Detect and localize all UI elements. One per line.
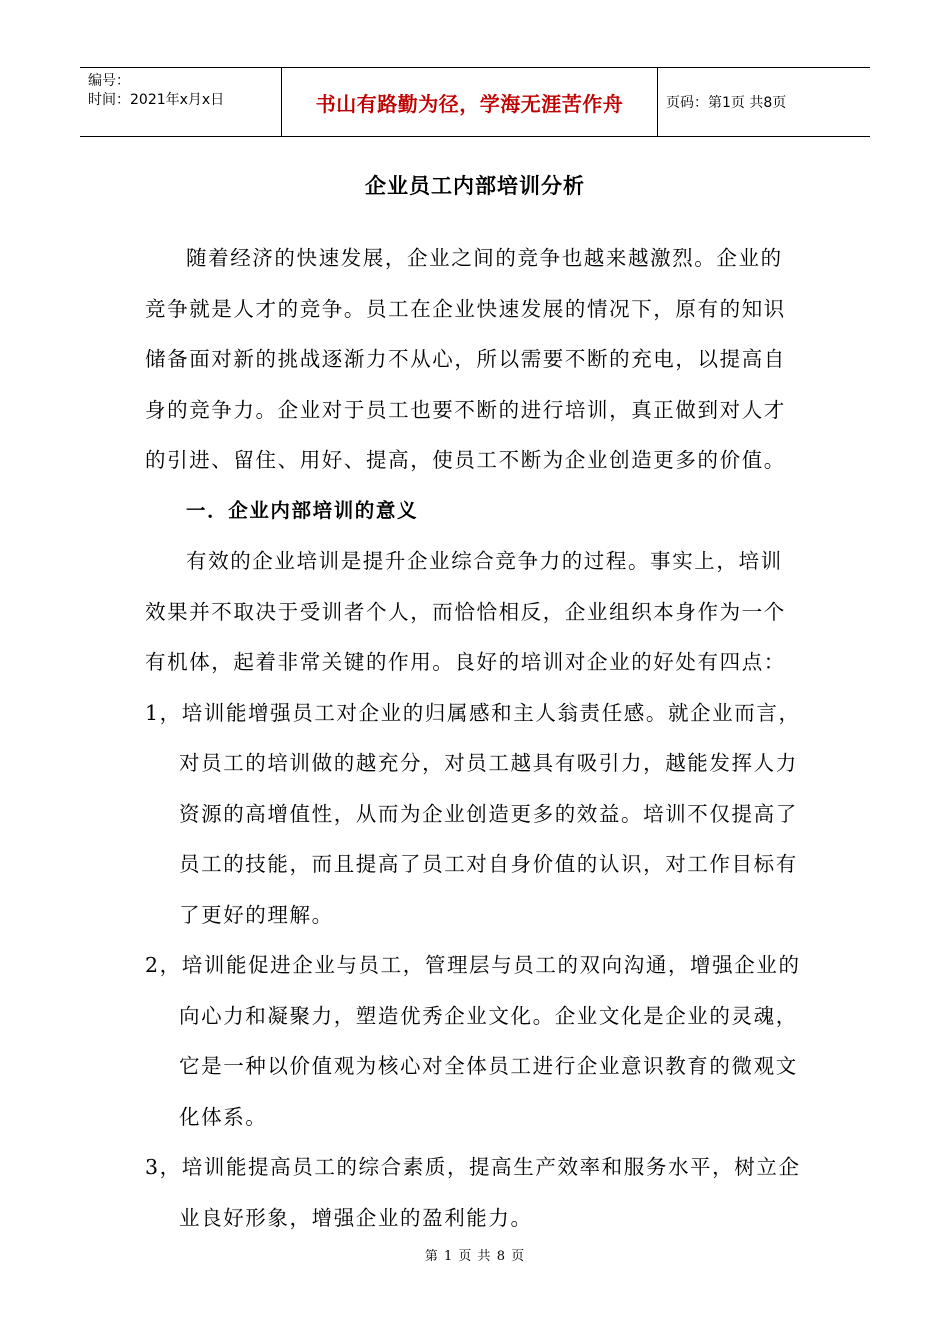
document-title: 企业员工内部培训分析 [365,174,585,198]
list-item-1-line: 员工的技能，而且提高了员工对自身价值的认识，对工作目标有 [179,852,798,876]
body-line: 有效的企业培训是提升企业综合竞争力的过程。事实上，培训 [186,549,783,573]
section-heading: 一．企业内部培训的意义 [186,498,419,522]
list-item-1-line: 资源的高增值性，从而为企业创造更多的效益。培训不仅提高了 [179,801,798,826]
list-item-2-line: 向心力和凝聚力，塑造优秀企业文化。企业文化是企业的灵魂， [179,1003,798,1028]
header-page-info: 页码：第1页 共8页 [666,95,787,111]
list-item-3-line: 3，培训能提高员工的综合素质，提高生产效率和服务水平，树立企 [145,1155,801,1179]
document-number-label: 编号： [88,73,130,89]
list-item-1-line: 了更好的理解。 [179,902,334,927]
list-item-3-line: 业良好形象，增强企业的盈利能力。 [179,1205,533,1230]
header-meta-cell [80,68,281,136]
list-item-2-line: 化体系。 [179,1104,268,1129]
list-item-2-line: 它是一种以价值观为核心对全体员工进行企业意识教育的微观文 [179,1054,798,1078]
list-item-1-line: 对员工的培训做的越充分，对员工越具有吸引力，越能发挥人力 [179,751,798,775]
body-line: 身的竞争力。企业对于员工也要不断的进行培训，真正做到对人才 [145,397,786,422]
body-line: 随着经济的快速发展，企业之间的竞争也越来越激烈。企业的 [186,246,783,270]
body-line: 有机体，起着非常关键的作用。良好的培训对企业的好处有四点： [145,650,786,674]
list-item-1-line: 1，培训能增强员工对企业的归属感和主人翁责任感。就企业而言， [145,700,801,725]
body-line: 竞争就是人才的竞争。员工在企业快速发展的情况下，原有的知识 [145,296,786,321]
list-item-2-line: 2，培训能促进企业与员工，管理层与员工的双向沟通，增强企业的 [145,953,801,977]
body-line: 的引进、留住、用好、提高，使员工不断为企业创造更多的价值。 [145,448,786,472]
header-motto: 书山有路勤为径，学海无涯苦作舟 [281,68,658,136]
document-date-label: 时间：2021年x月x日 [88,92,225,108]
document-header-table [80,67,870,137]
document-body [145,240,807,1250]
page-footer: 第 1 页 共 8 页 [424,1249,526,1264]
body-line: 效果并不取决于受训者个人，而恰恰相反，企业组织本身作为一个 [145,599,786,624]
body-line: 储备面对新的挑战逐渐力不从心，所以需要不断的充电，以提高自 [145,347,786,371]
